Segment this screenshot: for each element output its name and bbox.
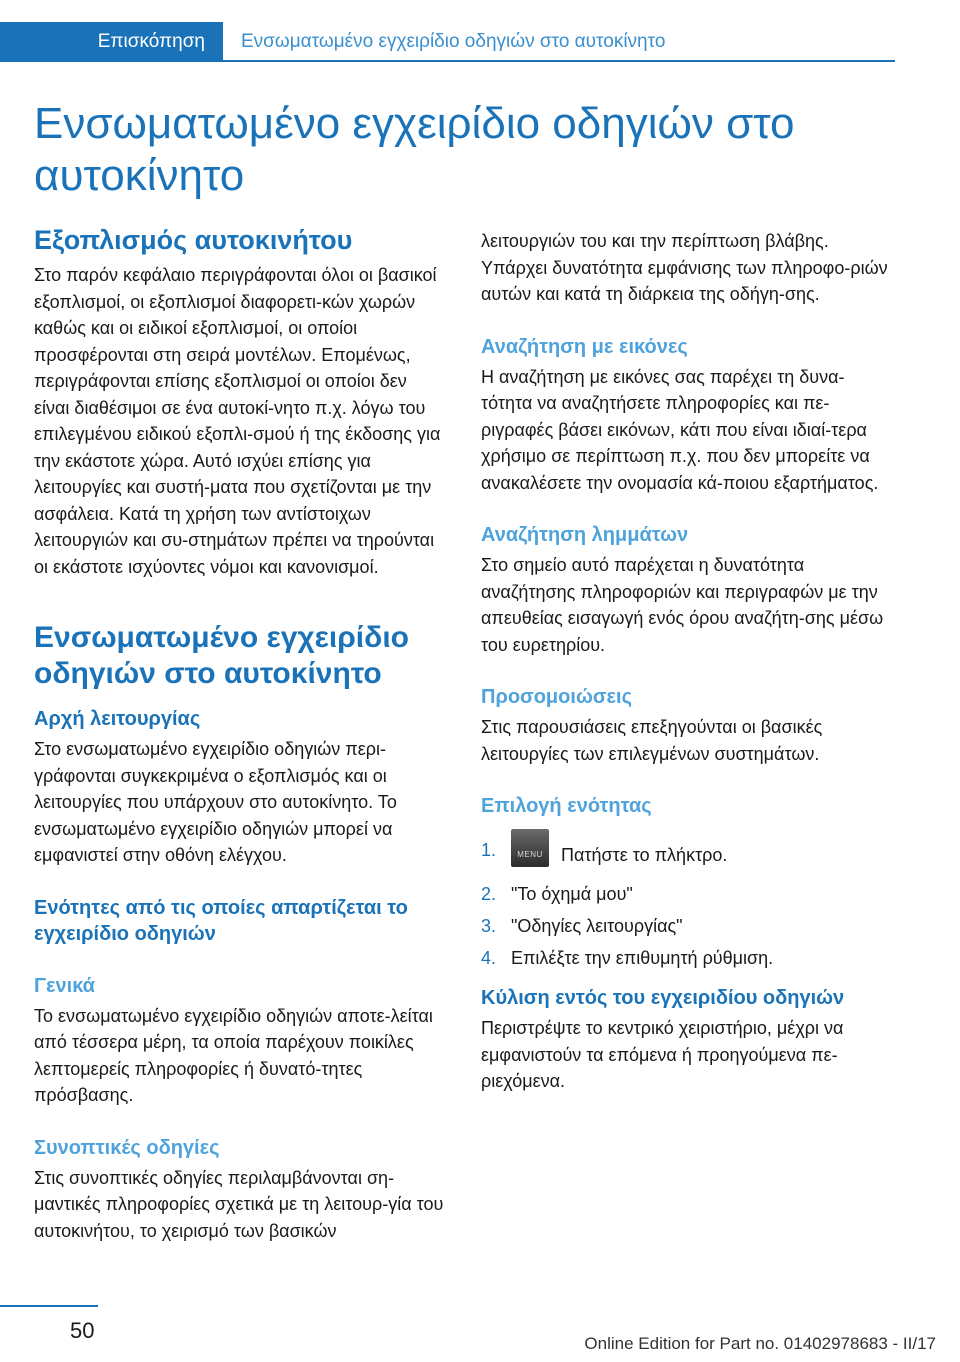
paragraph-scrolling: Περιστρέψτε το κεντρικό χειριστήριο, μέχρι να εμφανιστούν τα επόμενα ή προηγούμενα πε-ριεχόμενα. — [481, 1018, 844, 1091]
steps-list — [481, 837, 893, 971]
menu-button-label: MENU — [517, 850, 543, 859]
page-title: Ενσωματωμένο εγχειρίδιο οδηγιών στο αυτοκίνητο — [34, 99, 795, 200]
list-item — [481, 837, 893, 875]
subheading-scrolling: Κύλιση εντός του εγχειριδίου οδηγιών — [481, 987, 845, 1009]
section-heading-equipment: Εξοπλισμός αυτοκινήτου — [34, 225, 353, 255]
section-heading-integrated-manual: Ενσωματωμένο εγχειρίδιο οδηγιών στο αυτοκίνητο — [34, 621, 409, 690]
step-number: 2. — [481, 884, 497, 904]
subheading-manual-parts: Ενότητες από τις οποίες απαρτίζεται το εγχειρίδιο οδηγιών — [34, 896, 408, 945]
list-item — [481, 881, 893, 907]
subheading-animations: Προσομοιώσεις — [481, 686, 632, 708]
menu-button-icon — [511, 829, 549, 867]
footer-rule — [0, 1305, 98, 1307]
paragraph-general: Το ενσωματωμένο εγχειρίδιο οδηγιών αποτε-λείται από τέσσερα μέρη, τα οποία παρέχουν ποικίλες λεπτομερείς πληροφορίες ή δυνατό-τητες πρόσβασης. — [34, 1005, 433, 1105]
paragraph-continued: λειτουργιών του και την περίπτωση βλάβης. Υπάρχει δυνατότητα εμφάνισης των πληροφο-ριών αυτών και κατά τη διάρκεια της οδήγη-σης. — [481, 231, 888, 304]
header-tabbar — [0, 22, 895, 62]
subheading-principle: Αρχή λειτουργίας — [34, 708, 201, 730]
subheading-image-search: Αναζήτηση με εικόνες — [481, 335, 688, 358]
step-text: Πατήστε το πλήκτρο. — [561, 844, 728, 865]
step-number: 4. — [481, 948, 497, 968]
right-column — [481, 228, 893, 1095]
paragraph-principle: Στο ενσωματωμένο εγχειρίδιο οδηγιών περι-γράφονται συγκεκριμένα ο εξοπλισμός και οι λειτουργίες που υπάρχουν στο αυτοκίνητο. Το ενσωματωμένο εγχειρίδιο οδηγιών μπορεί να εμφανιστεί στην οθόνη ελέγχου. — [34, 739, 397, 865]
paragraph-quick-reference: Στις συνοπτικές οδηγίες περιλαμβάνονται ση-μαντικές πληροφορίες σχετικά με τη λειτουρ-γία του αυτοκινήτου, το χειρισμό των βασικών — [34, 1167, 444, 1241]
paragraph-equipment: Στο παρόν κεφάλαιο περιγράφονται όλοι οι βασικοί εξοπλισμοί, οι εξοπλισμοί διαφορετι-κών χωρών καθώς και οι ειδικοί εξοπλισμοί, οι οποίοι προσφέρονται στη σειρά μοντέλων. Επομένως, περιγράφονται επίσης εξοπλισμοί οι οποίοι δεν είναι διαθέσιμοι σε ένα αυτοκί-νητο π.χ. λόγω του επιλεγμένου ειδικού εξοπλι-σμού ή της έκδοσης για την εκάστοτε χώρα. Αυτό ισχύει επίσης για λειτουργίες και συστή-ματα που σχετίζονται με την ασφάλεια. Κατά τη χρήση των αντίστοιχων λειτουργιών και συ-στημάτων πρέπει να τηρούνται οι εκάστοτε ισχύοντες νόμοι και κανονισμοί. — [34, 265, 441, 577]
subheading-quick-reference: Συνοπτικές οδηγίες — [34, 1136, 220, 1159]
header-rule — [223, 60, 895, 62]
step-number: 1. — [481, 840, 497, 860]
step-text: "Οδηγίες λειτουργίας" — [511, 916, 683, 936]
paragraph-image-search: Η αναζήτηση με εικόνες σας παρέχει τη δυνα-τότητα να αναζητήσετε πληροφορίες και πε-ριγραφές βάσει εικόνων, κάτι που είναι ιδιαί-τερα χρήσιμο σε περίπτωση π.χ. που δεν μπορείτε να ανακαλέσετε την ονομασία κά-ποιου εξαρτήματος. — [481, 366, 879, 493]
tab-overview[interactable]: Επισκόπηση — [0, 22, 223, 62]
left-column — [34, 224, 446, 1244]
paragraph-keyword-search: Στο σημείο αυτό παρέχεται η δυνατότητα αναζήτησης πληροφοριών και περιγραφών με την απευθείας εισαγωγή ενός όρου αναζήτη-σης μέσω του ευρετηρίου. — [481, 555, 884, 655]
step-text: Επιλέξτε την επιθυμητή ρύθμιση. — [511, 948, 774, 968]
subheading-general: Γενικά — [34, 974, 95, 997]
edition-footer: Online Edition for Part no. 01402978683 - II/17 — [584, 1334, 936, 1353]
page-number: 50 — [70, 1318, 95, 1343]
list-item — [481, 945, 893, 971]
paragraph-animations: Στις παρουσιάσεις επεξηγούνται οι βασικές λειτουργίες των επιλεγμένων συστημάτων. — [481, 717, 823, 764]
step-number: 3. — [481, 916, 497, 936]
breadcrumb[interactable]: Ενσωματωμένο εγχειρίδιο οδηγιών στο αυτοκίνητο — [241, 31, 666, 52]
list-item — [481, 913, 893, 939]
step-text: "Το όχημά μου" — [511, 884, 633, 904]
subheading-select-section: Επιλογή ενότητας — [481, 795, 652, 817]
subheading-keyword-search: Αναζήτηση λημμάτων — [481, 524, 689, 546]
